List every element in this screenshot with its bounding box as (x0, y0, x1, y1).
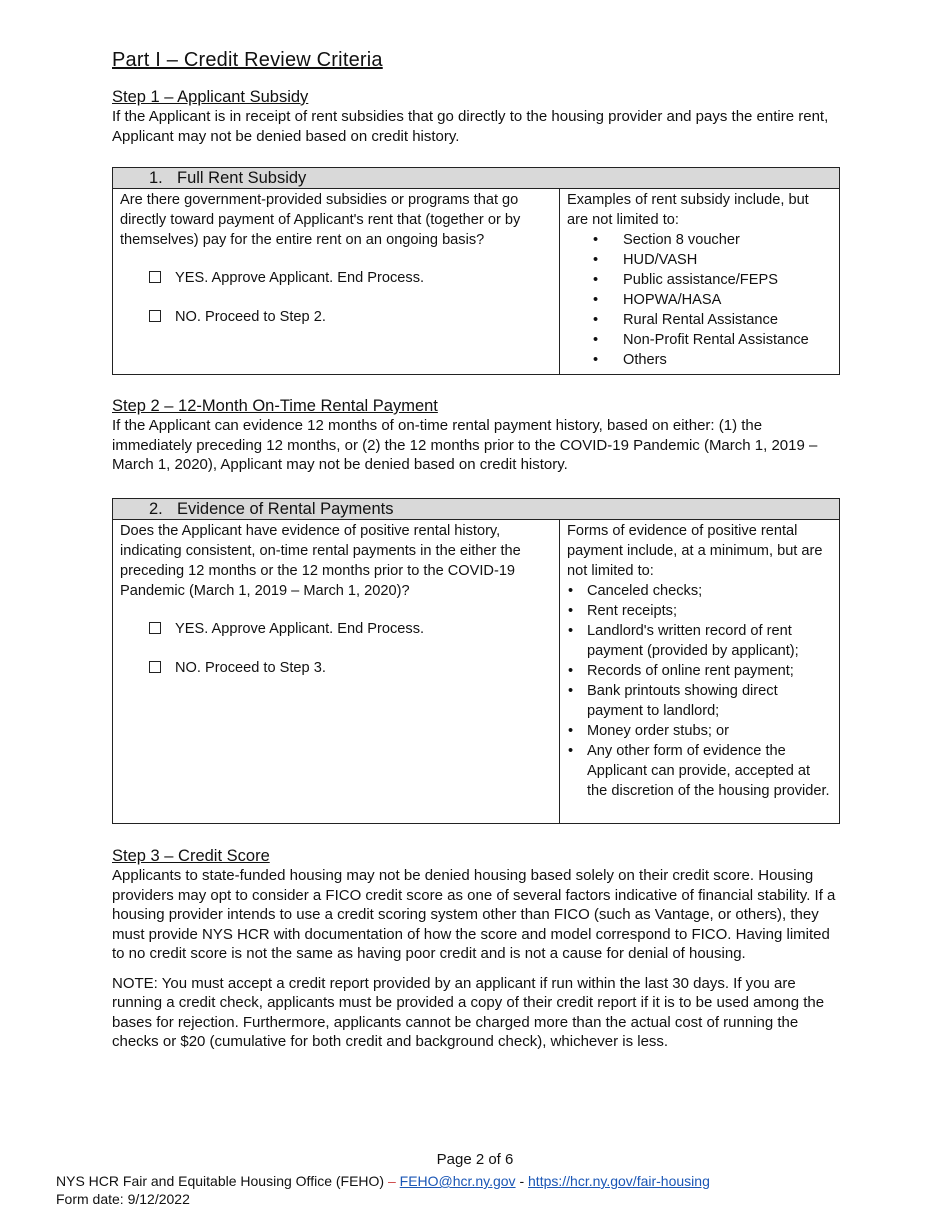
table2-question: Does the Applicant have evidence of positive rental history, indicating consistent, on-time rental payments in the either the preceding 12 months or the 12 months prior to the COVID-19 Pandemic (March 1, 2019 – March 1, 2020)? (120, 523, 521, 599)
table2-forms-intro: Forms of evidence of positive rental payment include, at a minimum, but are not limited to: (567, 523, 823, 579)
table1-option-yes-label: YES. Approve Applicant. End Process. (175, 270, 425, 286)
list-item: • Public assistance/FEPS (623, 270, 833, 290)
table2-option-no-label: NO. Proceed to Step 3. (175, 660, 326, 676)
list-item: • HOPWA/HASA (623, 290, 833, 310)
step3-note: NOTE: You must accept a credit report provided by an applicant if run within the last 30 days. If you are running a credit check, applicants must be provided a copy of their credit report if it is to be used among the bases for rejection. Furthermore, applicants cannot be charged more than the actual cost of running the checks or $20 (cumulative for both credit and background check), whichever is less. (112, 974, 825, 1050)
table2-heading-text: Evidence of Rental Payments (177, 500, 394, 518)
footer-separator: - (519, 1173, 525, 1189)
step2-table-wrap (112, 498, 840, 824)
table1-number: 1. (149, 169, 163, 187)
list-item: • Money order stubs; or (587, 721, 833, 741)
step1-table-wrap (112, 167, 840, 375)
table1-examples-intro: Examples of rent subsidy include, but are not limited to: (567, 192, 809, 228)
list-item: • Records of online rent payment; (587, 661, 833, 681)
step1-text: If the Applicant is in receipt of rent subsidies that go directly to the housing provider and pays the entire rent, Applicant may not be denied based on credit history. (112, 108, 829, 145)
table2-option-yes-label: YES. Approve Applicant. End Process. (175, 621, 425, 637)
form-date: Form date: 9/12/2022 (56, 1191, 190, 1207)
list-item: • Others (623, 350, 833, 370)
table1-examples-cell (560, 189, 840, 375)
step3-title: Step 3 – Credit Score (112, 847, 270, 865)
table1-question: Are there government-provided subsidies or programs that go directly toward payment of Applicant's rent that (together or by themselves) pay for the entire rent on an ongoing basis? (120, 192, 521, 248)
table2-forms-list (567, 581, 833, 801)
list-item: • Rent receipts; (587, 601, 833, 621)
list-item: • Rural Rental Assistance (623, 310, 833, 330)
page-number: Page 2 of 6 (436, 1151, 514, 1168)
feho-email-link[interactable]: FEHO@hcr.ny.gov (399, 1173, 516, 1189)
checkbox-icon[interactable] (149, 310, 161, 322)
list-item: • HUD/VASH (623, 250, 833, 270)
table1-question-cell (113, 189, 560, 375)
table2-question-cell (113, 520, 560, 824)
step3-text: Applicants to state-funded housing may not be denied housing based solely on their credit score. Housing providers may opt to consider a FICO credit score as one of several factors indicative of financial stability. If a housing provider intends to use a credit scoring system other than FICO (such as Vantage, or others), they must provide NYS HCR with documentation of how the score and model correspond to FICO. Having limited to no credit score is not the same as having poor credit and is not a cause for denial of housing. (112, 867, 836, 962)
table2-option-yes[interactable] (149, 619, 553, 639)
evidence-rental-payments-table (112, 498, 840, 824)
checkbox-icon[interactable] (149, 661, 161, 673)
step1-title: Step 1 – Applicant Subsidy (112, 88, 309, 106)
table1-heading-text: Full Rent Subsidy (177, 169, 307, 187)
step2-title: Step 2 – 12-Month On-Time Rental Payment (112, 397, 438, 415)
footer-contact-line (56, 1172, 710, 1190)
list-item: • Landlord's written record of rent payment (provided by applicant); (587, 621, 833, 661)
footer-dash: – (387, 1173, 396, 1189)
checkbox-icon[interactable] (149, 622, 161, 634)
table2-heading (113, 499, 840, 520)
list-item: • Non-Profit Rental Assistance (623, 330, 833, 350)
table2-number: 2. (149, 500, 163, 518)
list-item: • Any other form of evidence the Applicant can provide, accepted at the discretion of the housing provider. (587, 741, 833, 801)
table2-option-no[interactable] (149, 658, 553, 678)
table2-forms-cell (560, 520, 840, 824)
page-footer (56, 1172, 710, 1208)
footer-office: NYS HCR Fair and Equitable Housing Office (FEHO) (56, 1173, 385, 1189)
table1-option-yes[interactable] (149, 268, 553, 288)
step2-text: If the Applicant can evidence 12 months of on-time rental payment history, based on either: (1) the immediately preceding 12 months, or (2) the 12 months prior to the COVID-19 Pandemic (March 1, 2019 – March 1, 2020), Applicant may not be denied based on credit history. (112, 417, 818, 473)
part-title: Part I – Credit Review Criteria (112, 49, 383, 71)
step1-section (112, 87, 840, 146)
list-item: • Canceled checks; (587, 581, 833, 601)
fair-housing-url-link[interactable]: https://hcr.ny.gov/fair-housing (528, 1173, 710, 1189)
step3-section (112, 846, 840, 1052)
table1-examples-list (567, 230, 833, 370)
checkbox-icon[interactable] (149, 271, 161, 283)
table1-option-no[interactable] (149, 307, 553, 327)
list-item: • Section 8 voucher (623, 230, 833, 250)
full-rent-subsidy-table (112, 167, 840, 375)
step2-section (112, 396, 840, 475)
table1-option-no-label: NO. Proceed to Step 2. (175, 309, 326, 325)
table1-heading (113, 168, 840, 189)
list-item: • Bank printouts showing direct payment to landlord; (587, 681, 833, 721)
